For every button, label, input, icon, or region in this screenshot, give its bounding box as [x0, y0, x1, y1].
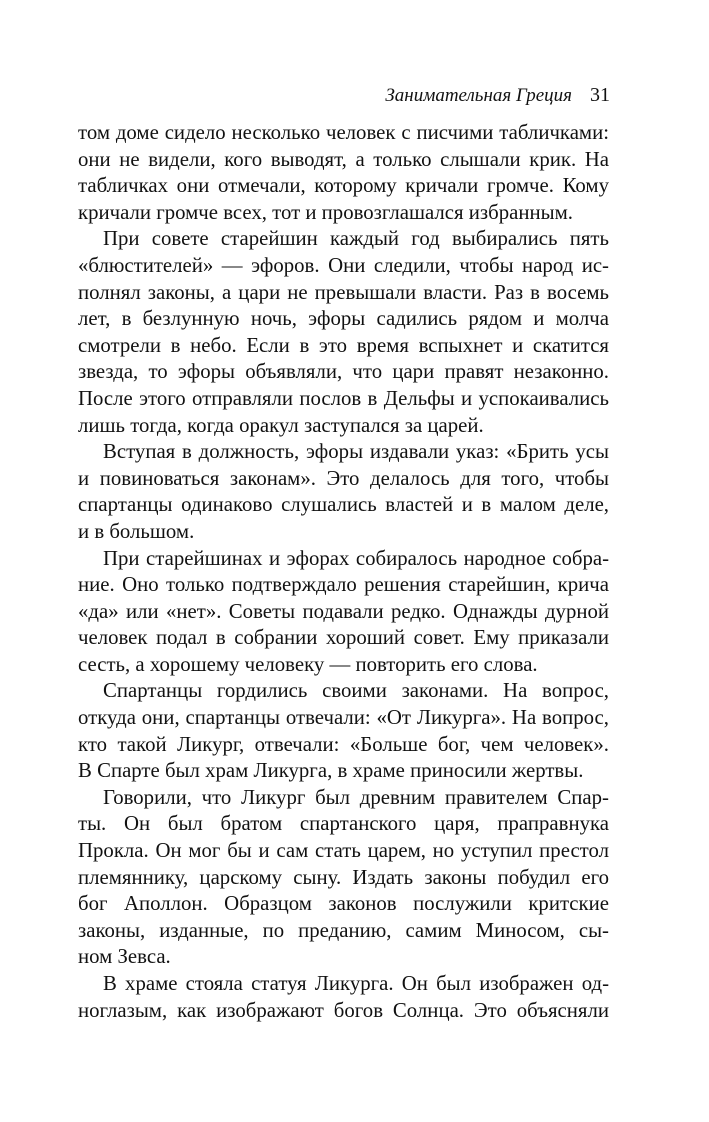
text-line: ты. Он был братом спартанского царя, праправнука	[78, 812, 609, 836]
running-header	[385, 84, 610, 107]
text-line: смотрели в небо. Если в это время вспыхнет и скатится	[78, 333, 609, 357]
text-line: законы, изданные, по преданию, самим Миносом, сы-	[78, 918, 609, 942]
text-line: откуда они, спартанцы отвечали: «От Ликурга». На вопрос,	[78, 706, 609, 730]
text-line: том доме сидело несколько человек с писчими табличками:	[78, 121, 609, 144]
text-line: Прокла. Он мог бы и сам стать царем, но уступил престол	[78, 839, 609, 863]
text-line: ноглазым, как изображают богов Солнца. Это объясняли	[78, 998, 609, 1022]
paragraph	[78, 120, 609, 226]
paragraph	[78, 678, 609, 784]
text-line: При старейшинах и эфорах собиралось народное собра-	[103, 546, 609, 570]
text-line: и в большом.	[78, 519, 195, 543]
text-line: спартанцы одинаково слушались властей и в малом деле,	[78, 493, 609, 517]
body-text	[78, 120, 609, 1024]
text-line: «блюстителей» — эфоров. Они следили, чтобы народ ис-	[78, 253, 609, 277]
paragraph	[78, 785, 609, 971]
text-line: В Спарте был храм Ликурга, в храме приносили жертвы.	[78, 759, 584, 783]
text-line: человек подал в собрании хороший совет. Ему приказали	[78, 626, 609, 650]
text-line: В храме стояла статуя Ликурга. Он был изображен од-	[103, 972, 609, 995]
text-line: кричали громче всех, тот и провозглашался избранным.	[78, 200, 573, 224]
text-line: После этого отправляли послов в Дельфы и успокаивались	[78, 386, 609, 410]
text-line: и повиноваться законам». Это делалось для того, чтобы	[78, 466, 609, 490]
paragraph	[78, 226, 609, 439]
text-line: При совете старейшин каждый год выбирались пять	[103, 227, 609, 251]
text-line: Вступая в должность, эфоры издавали указ: «Брить усы	[103, 440, 609, 464]
paragraph	[78, 546, 609, 679]
text-line: полнял законы, а цари не превышали власти. Раз в восемь	[78, 280, 609, 304]
text-line: Спартанцы гордились своими законами. На вопрос,	[103, 679, 609, 703]
text-line: «да» или «нет». Советы подавали редко. Однажды дурной	[78, 599, 609, 623]
text-line: бог Аполлон. Образцом законов послужили критские	[78, 892, 609, 916]
text-line: племяннику, царскому сыну. Издать законы побудил его	[78, 865, 609, 889]
text-line: лет, в безлунную ночь, эфоры садились рядом и молча	[78, 307, 609, 331]
text-line: лишь тогда, когда оракул заступался за царей.	[78, 413, 484, 437]
paragraph	[78, 439, 609, 545]
text-line: табличках они отмечали, которому кричали громче. Кому	[78, 174, 609, 198]
text-line: они не видели, кого выводят, а только слышали крик. На	[78, 147, 609, 171]
text-line: звезда, то эфоры объявляли, что цари правят незаконно.	[78, 360, 609, 384]
paragraph	[78, 971, 609, 1024]
text-line: сесть, а хорошему человеку — повторить его слова.	[78, 652, 538, 676]
text-line: ном Зевса.	[78, 945, 171, 969]
text-line: Говорили, что Ликург был древним правителем Спар-	[103, 785, 609, 809]
header-title: Занимательная Греция	[385, 85, 572, 106]
text-line: кто такой Ликург, отвечали: «Больше бог, чем человек».	[78, 732, 609, 756]
page-number: 31	[590, 84, 610, 106]
text-line: ние. Оно только подтверждало решения старейшин, крича	[78, 573, 609, 597]
